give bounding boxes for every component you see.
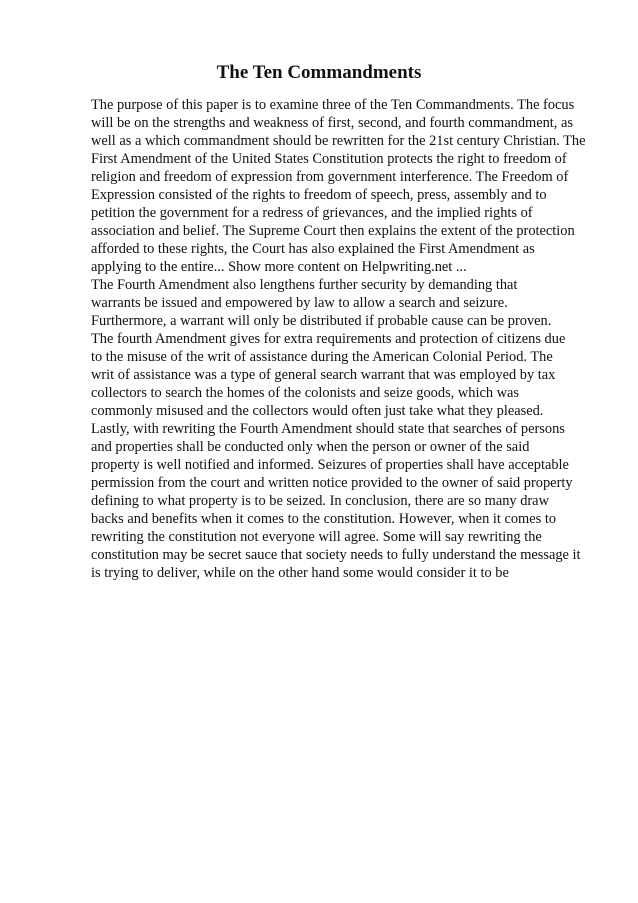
body-line: association and belief. The Supreme Court then explains the extent of the protection xyxy=(91,223,575,239)
body-line: First Amendment of the United States Constitution protects the right to freedom of xyxy=(91,151,567,167)
body-line: petition the government for a redress of grievances, and the implied rights of xyxy=(91,205,533,221)
body-line: permission from the court and written notice provided to the owner of said property xyxy=(91,475,573,491)
document-title: The Ten Commandments xyxy=(216,62,422,83)
body-line: Lastly, with rewriting the Fourth Amendment should state that searches of persons xyxy=(91,421,565,437)
body-line: backs and benefits when it comes to the constitution. However, when it comes to xyxy=(91,511,557,527)
body-line: Expression consisted of the rights to freedom of speech, press, assembly and to xyxy=(91,187,547,203)
body-line: Furthermore, a warrant will only be distributed if probable cause can be proven. xyxy=(91,313,552,329)
body-line: property is well notified and informed. Seizures of properties shall have acceptable xyxy=(91,457,569,473)
body-line: commonly misused and the collectors would often just take what they pleased. xyxy=(91,403,544,419)
body-line: religion and freedom of expression from government interference. The Freedom of xyxy=(91,169,569,185)
document-body xyxy=(91,96,601,582)
body-line: The fourth Amendment gives for extra requirements and protection of citizens due xyxy=(91,331,566,347)
body-line: The purpose of this paper is to examine three of the Ten Commandments. The focus xyxy=(91,97,575,113)
body-line: writ of assistance was a type of general search warrant that was employed by tax xyxy=(91,367,556,383)
body-line: and properties shall be conducted only when the person or owner of the said xyxy=(91,439,530,455)
body-line: defining to what property is to be seized. In conclusion, there are so many draw xyxy=(91,493,549,509)
body-line: The Fourth Amendment also lengthens further security by demanding that xyxy=(91,277,518,293)
body-line: well as a which commandment should be rewritten for the 21st century Christian. The xyxy=(91,133,586,149)
body-line: constitution may be secret sauce that society needs to fully understand the message it xyxy=(91,547,581,563)
body-line: to the misuse of the writ of assistance during the American Colonial Period. The xyxy=(91,349,553,365)
body-line: rewriting the constitution not everyone will agree. Some will say rewriting the xyxy=(91,529,542,545)
body-line: collectors to search the homes of the colonists and seize goods, which was xyxy=(91,385,520,401)
body-line: warrants be issued and empowered by law to allow a search and seizure. xyxy=(91,295,508,311)
body-line: is trying to deliver, while on the other hand some would consider it to be xyxy=(91,565,509,581)
body-line: afforded to these rights, the Court has also explained the First Amendment as xyxy=(91,241,535,257)
body-line: will be on the strengths and weakness of first, second, and fourth commandment, as xyxy=(91,115,573,131)
body-line: applying to the entire... Show more content on Helpwriting.net ... xyxy=(91,259,467,275)
